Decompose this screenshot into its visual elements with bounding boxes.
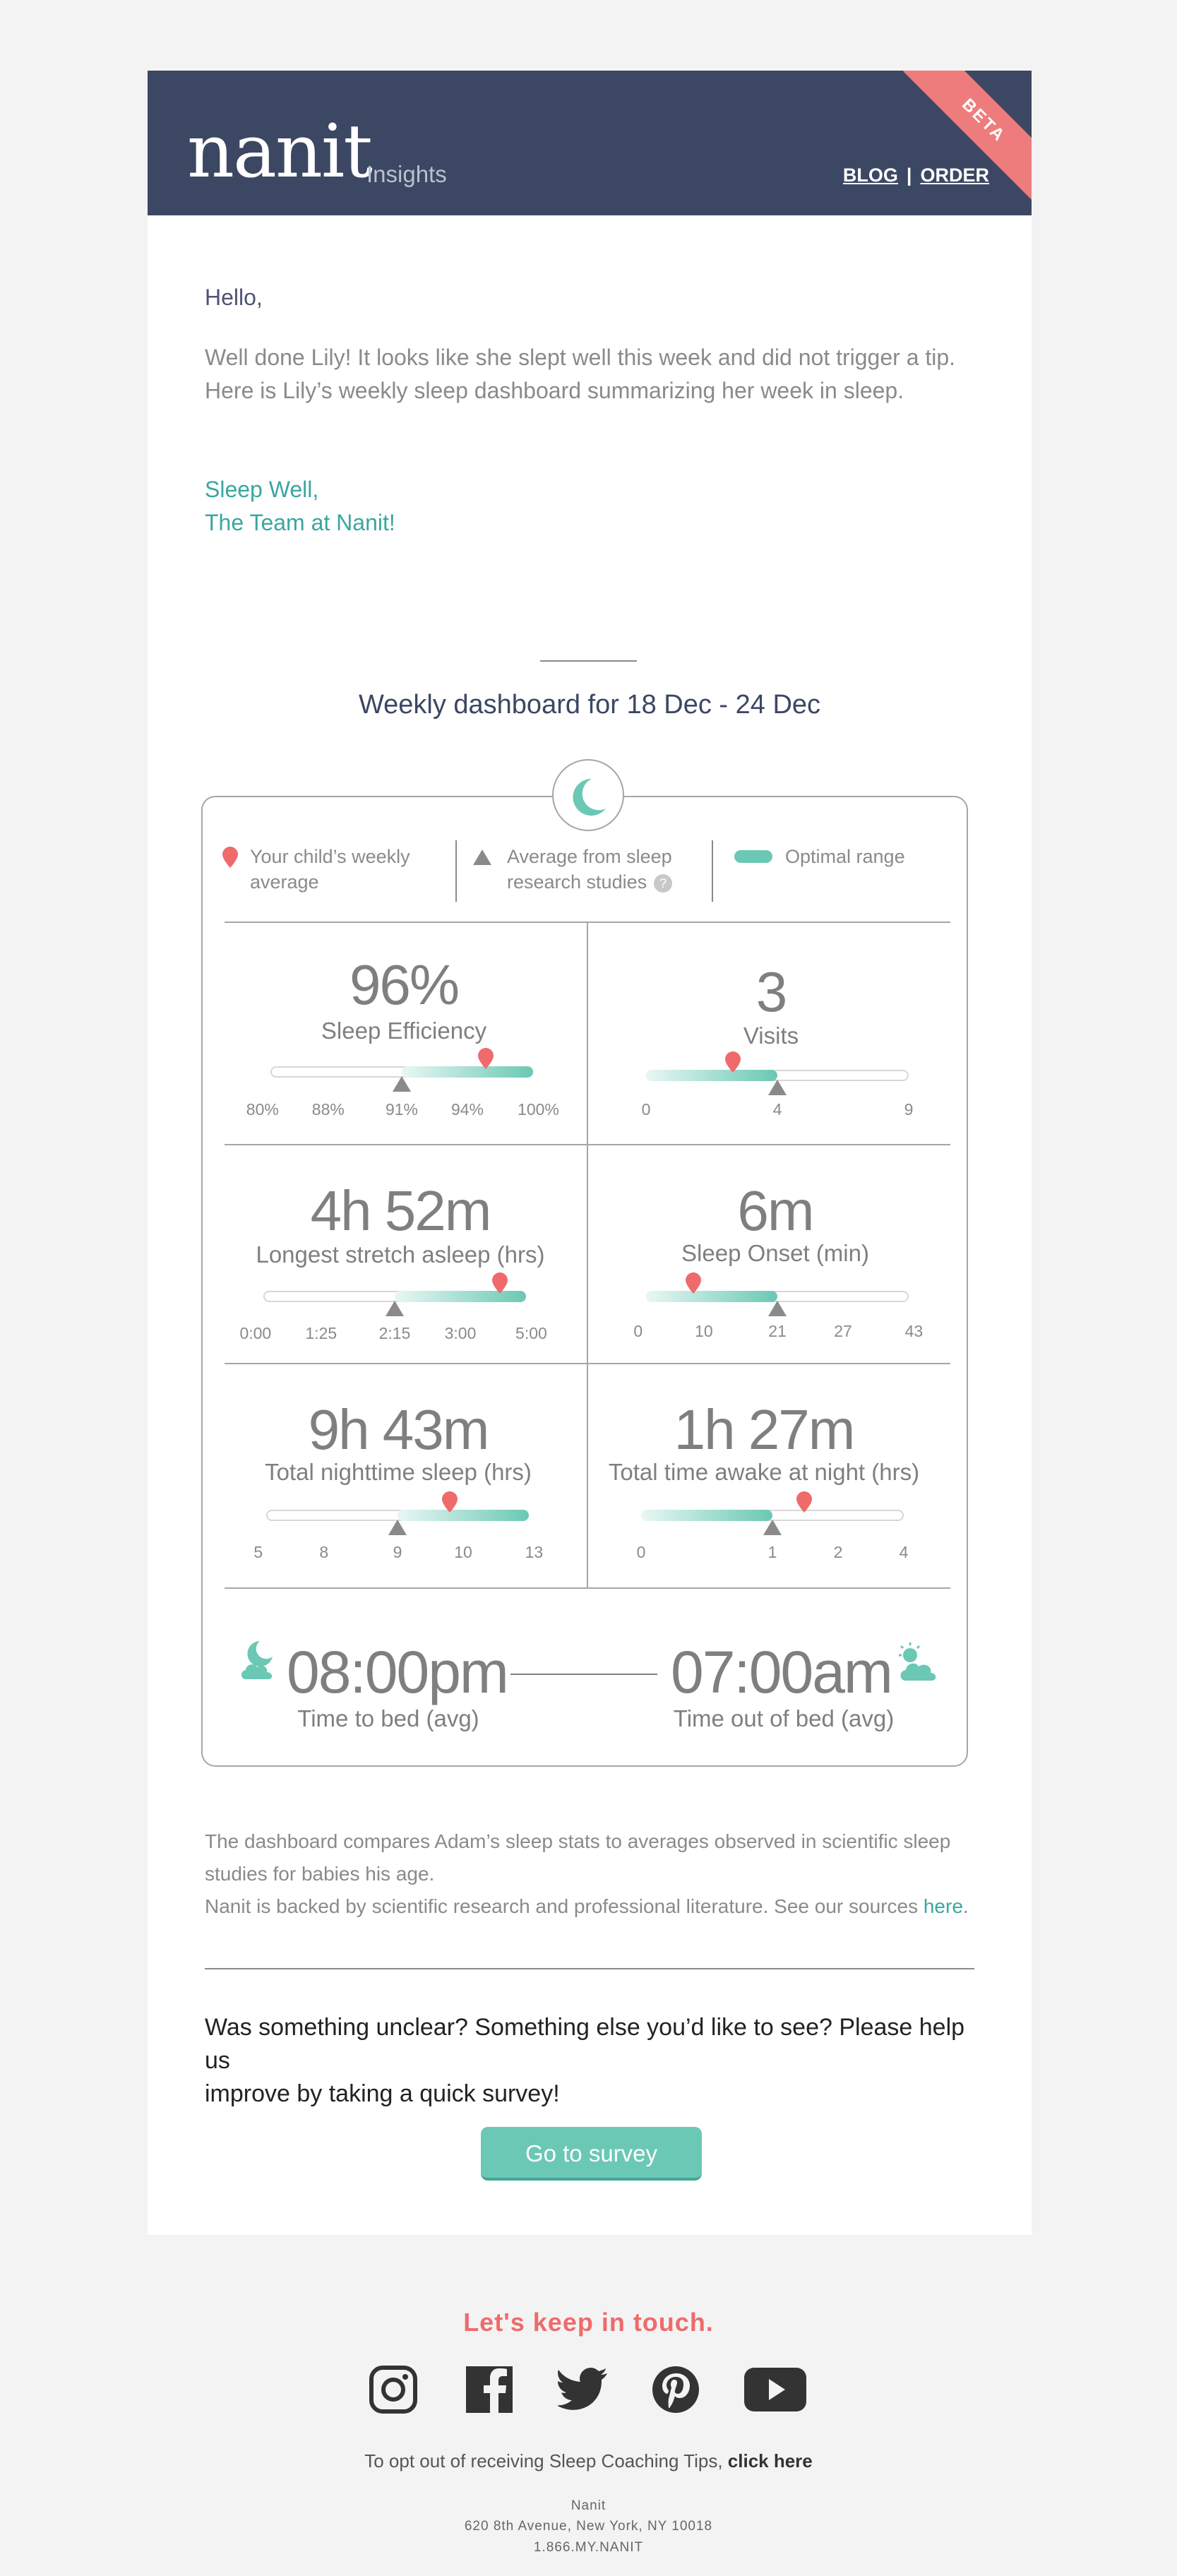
go-to-survey-button[interactable]: Go to survey [481,2127,702,2181]
legend-child-line-1: Your child’s weekly [250,846,410,867]
metric-value: 9h 43m [308,1398,489,1461]
research-average-marker [763,1520,782,1535]
legend-separator [712,840,713,902]
signoff-line-2: The Team at Nanit! [205,510,395,535]
tick-label: 2:15 [378,1324,411,1342]
title-divider [540,660,637,662]
legend-child-line-2: average [250,871,319,893]
child-average-marker [492,1272,508,1294]
optimal-range-swatch [734,850,772,863]
optimal-range-bar [646,1070,777,1081]
child-average-marker [478,1048,494,1069]
child-average-marker [725,1051,741,1073]
tick-label: 4 [899,1543,909,1561]
tick-label: 4 [772,1100,782,1119]
bed-time: 08:00pm [287,1639,508,1705]
optout-text [0,2450,1177,2472]
tick-label: 0 [633,1322,643,1340]
legend-optimal-range [734,844,905,869]
metric-label: Sleep Efficiency [321,1018,487,1044]
survey-question [205,2011,988,2111]
footnote-line-1: The dashboard compares Adam’s sleep stats to averages observed in scientific sleep [205,1830,951,1852]
child-average-marker [796,1491,812,1513]
moon-cloud-icon [239,1640,282,1683]
optimal-range-bar [402,1066,533,1078]
footnote-line-3: Nanit is backed by scientific research and professional literature. See our sources here. [205,1895,969,1917]
wake-time-label: Time out of bed (avg) [673,1705,895,1731]
research-average-marker [768,1301,787,1316]
metric-label: Sleep Onset (min) [681,1240,869,1266]
sun-cloud-icon [893,1640,938,1683]
moon-icon [570,776,609,817]
research-average-marker [768,1080,787,1095]
youtube-icon[interactable] [743,2363,808,2416]
optout-message: To opt out of receiving Sleep Coaching Tips, [364,2450,723,2471]
metric-value: 3 [755,960,787,1023]
optout-link[interactable]: click here [727,2450,813,2471]
nav-separator: | [906,165,912,186]
pin-icon [222,847,238,868]
wake-time: 07:00am [671,1639,892,1705]
tick-label: 80% [246,1100,279,1119]
legend-research-line-2-text: research studies [507,871,647,893]
signoff [205,473,395,539]
tick-label: 91% [385,1100,419,1119]
tick-label: 3:00 [444,1324,477,1342]
company-phone: 1.866.MY.NANIT [533,2540,644,2555]
facebook-icon[interactable] [463,2363,515,2416]
tick-label: 13 [525,1543,544,1561]
tick-label: 94% [450,1100,484,1119]
logo: nanit [187,108,372,194]
legend-research-line-2 [507,869,672,895]
header-bar [148,71,1032,215]
optimal-range-bar [641,1510,772,1521]
metric-label: Visits [743,1022,799,1049]
tick-label: 8 [319,1543,329,1561]
tick-label: 43 [904,1322,924,1340]
tick-label: 0 [636,1543,646,1561]
intro-text [205,341,981,407]
legend-separator [455,840,457,902]
legend-research-average [473,844,672,895]
metric-label: Total time awake at night (hrs) [608,1459,920,1485]
tick-label: 27 [834,1322,852,1340]
tick-label: 0 [641,1100,651,1119]
tick-label: 9 [393,1543,402,1561]
beta-badge: BETA [903,71,1032,201]
metric-value: 4h 52m [310,1179,491,1242]
tick-label: 5 [253,1543,263,1561]
metric-value: 1h 27m [674,1398,854,1461]
dashboard-panel [201,796,968,1767]
time-connector [510,1674,657,1675]
tick-label: 0:00 [239,1324,272,1342]
moon-icon-badge [552,759,624,831]
child-average-marker [442,1491,458,1513]
optimal-range-bar [398,1510,529,1521]
legend-research-line-1: Average from sleep [507,846,672,867]
child-average-marker [686,1272,701,1294]
tick-label: 1:25 [305,1324,337,1342]
tick-label: 5:00 [515,1324,547,1342]
tick-label: 9 [904,1100,914,1119]
tick-label: 100% [518,1100,559,1119]
dashboard-title: Weekly dashboard for 18 Dec - 24 Dec [358,690,821,720]
intro-line-2: Here is Lily’s weekly sleep dashboard summarizing her week in sleep. [205,378,904,403]
intro-line-1: Well done Lily! It looks like she slept well this week and did not trigger a tip. [205,345,956,370]
tick-label: 21 [768,1322,787,1340]
tick-label: 1 [767,1543,777,1561]
twitter-icon[interactable] [558,2363,610,2416]
survey-question-line-2: improve by taking a quick survey! [205,2080,560,2107]
keep-in-touch-heading: Let's keep in touch. [463,2308,714,2337]
metric-value: 96% [349,953,459,1016]
footnote [205,1825,996,1923]
triangle-icon [473,849,491,865]
metric-label: Total nighttime sleep (hrs) [265,1459,532,1485]
sources-link[interactable]: here [923,1895,963,1917]
nav-order-link[interactable]: ORDER [920,165,989,186]
nav-blog-link[interactable]: BLOG [842,165,898,186]
company-address: 620 8th Avenue, New York, NY 10018 [464,2519,713,2534]
footnote-line-3-text: Nanit is backed by scientific research and professional literature. See our sources [205,1895,919,1917]
legend-optimal-line-1: Optimal range [785,846,905,867]
grid-line [587,922,588,1589]
company-name: Nanit [570,2498,607,2513]
tick-label: 88% [311,1100,345,1119]
optimal-range-bar [646,1291,777,1302]
legend-child-average [225,844,410,895]
instagram-icon[interactable] [367,2363,419,2416]
tick-label: 2 [833,1543,843,1561]
greeting: Hello, [205,285,263,310]
research-average-marker [386,1301,404,1316]
signoff-line-1: Sleep Well, [205,477,319,502]
pinterest-icon[interactable] [650,2363,702,2416]
logo-subtitle: Insights [366,161,447,187]
metric-value: 6m [737,1179,813,1242]
tick-label: 10 [695,1322,713,1340]
metric-label: Longest stretch asleep (hrs) [256,1241,545,1268]
survey-divider [205,1968,974,1969]
research-average-marker [388,1520,407,1535]
bed-time-label: Time to bed (avg) [297,1705,479,1731]
footnote-line-2: studies for babies his age. [205,1863,435,1885]
tick-label: 10 [454,1543,472,1561]
research-average-marker [393,1076,411,1092]
help-icon[interactable]: ? [654,874,672,893]
survey-question-line-1: Was something unclear? Something else you’d like to see? Please help us [205,2014,965,2074]
header-nav [843,165,989,186]
